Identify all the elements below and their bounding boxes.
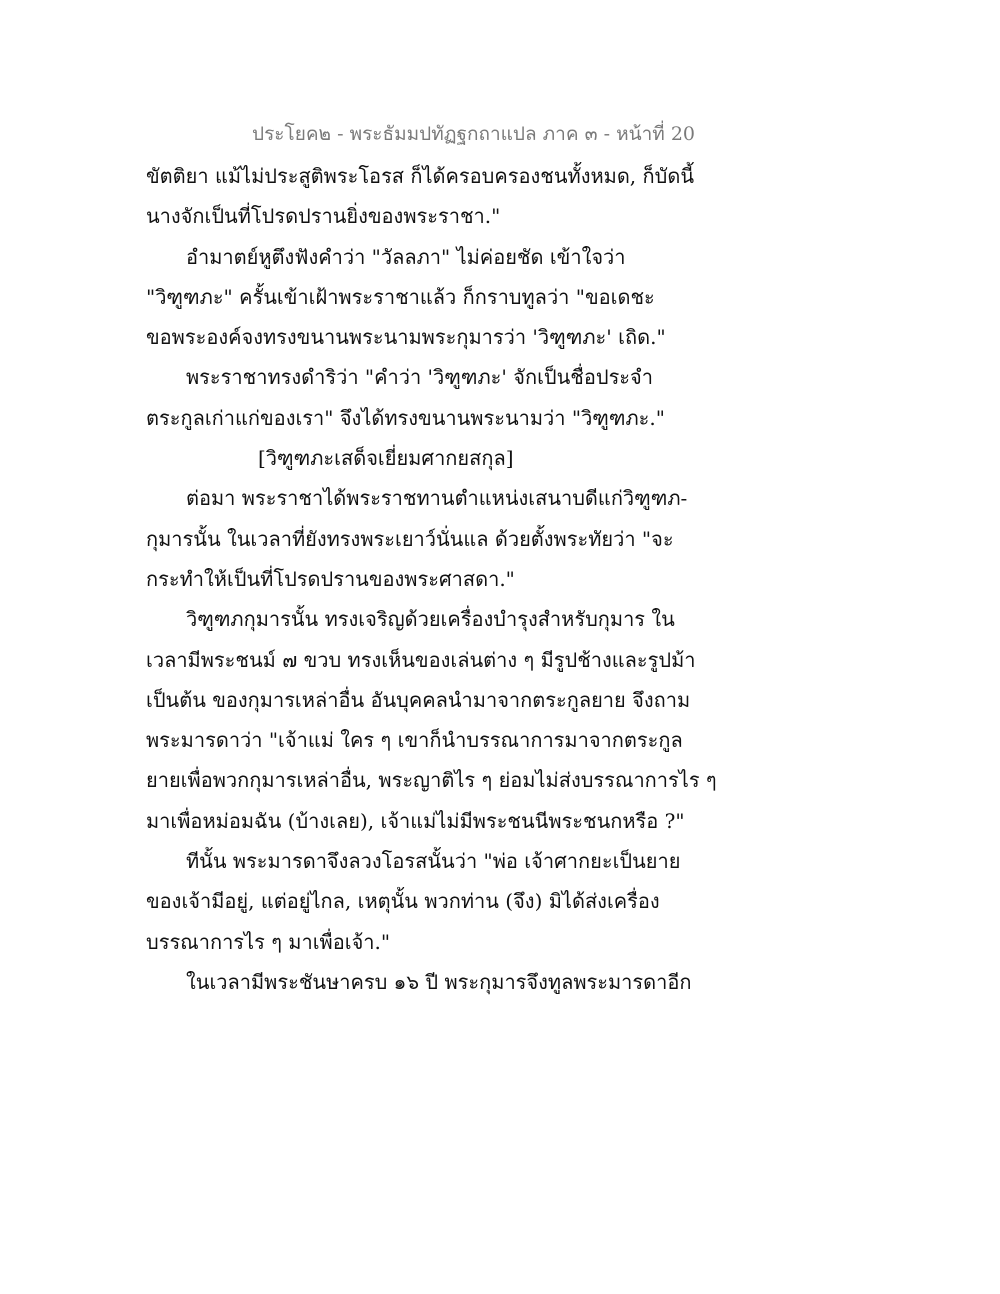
section-heading: [วิฑูฑภะเสด็จเยี่ยมศากยสกุล] [258,446,514,471]
text-line: "วิฑูฑภะ" ครั้นเข้าเฝ้าพระราชาแล้ว ก็กราบทูลว่า "ขอเดชะ [146,284,655,309]
text-line: เป็นต้น ของกุมารเหล่าอื่น อันบุคคลนำมาจากตระกูลยาย จึงถาม [146,687,691,712]
text-line: พระราชาทรงดำริว่า "คำว่า 'วิฑูฑภะ' จักเป็นชื่อประจำ [186,365,654,390]
text-line: ตระกูลเก่าแก่ของเรา" จึงได้ทรงขนานพระนามว่า "วิฑูฑภะ." [146,405,665,430]
body-text [146,156,717,1002]
text-line: ของเจ้ามีอยู่, แต่อยู่ไกล, เหตุนั้น พวกท่าน (จึง) มิได้ส่งเครื่อง [146,889,660,914]
text-line: มาเพื่อหม่อมฉัน (บ้างเลย), เจ้าแม่ไม่มีพระชนนีพระชนกหรือ ?" [146,808,685,833]
text-line: ขัตติยา แม้ไม่ประสูติพระโอรส ก็ได้ครอบครองชนทั้งหมด, ก็บัดนี้ [146,164,694,188]
text-line: ทีนั้น พระมารดาจึงลวงโอรสนั้นว่า "พ่อ เจ้าศากยะเป็นยาย [186,849,681,874]
text-line: พระมารดาว่า "เจ้าแม่ ใคร ๆ เขาก็นำบรรณาการมาจากตระกูล [146,728,683,753]
text-line: ยายเพื่อพวกกุมารเหล่าอื่น, พระญาติไร ๆ ย่อมไม่ส่งบรรณาการไร ๆ [146,768,717,793]
text-line: อำมาตย์หูตึงฟังคำว่า "วัลลภา" ไม่ค่อยชัด เข้าใจว่า [186,244,626,269]
text-line: กุมารนั้น ในเวลาที่ยังทรงพระเยาว์นั่นแล ด้วยตั้งพระทัยว่า "จะ [146,526,674,551]
text-line: วิฑูฑภกุมารนั้น ทรงเจริญด้วยเครื่องบำรุงสำหรับกุมาร ใน [186,607,675,632]
text-line: ขอพระองค์จงทรงขนานพระนามพระกุมารว่า 'วิฑูฑภะ' เถิด." [146,325,666,350]
text-line: บรรณาการไร ๆ มาเพื่อเจ้า." [146,929,391,954]
running-header: ประโยค๒ - พระธัมมปทัฏฐกถาแปล ภาค ๓ - หน้าที่ 20 [252,123,695,145]
text-line: ต่อมา พระราชาได้พระราชทานตำแหน่งเสนาบดีแก่วิฑูฑภ- [186,486,688,511]
text-line: เวลามีพระชนม์ ๗ ขวบ ทรงเห็นของเล่นต่าง ๆ มีรูปช้างและรูปม้า [146,647,696,672]
text-line: กระทำให้เป็นที่โปรดปรานของพระศาสดา." [146,566,515,591]
text-line: นางจักเป็นที่โปรดปรานยิ่งของพระราชา." [146,204,501,229]
text-line: ในเวลามีพระชันษาครบ ๑๖ ปี พระกุมารจึงทูลพระมารดาอีก [186,969,692,994]
